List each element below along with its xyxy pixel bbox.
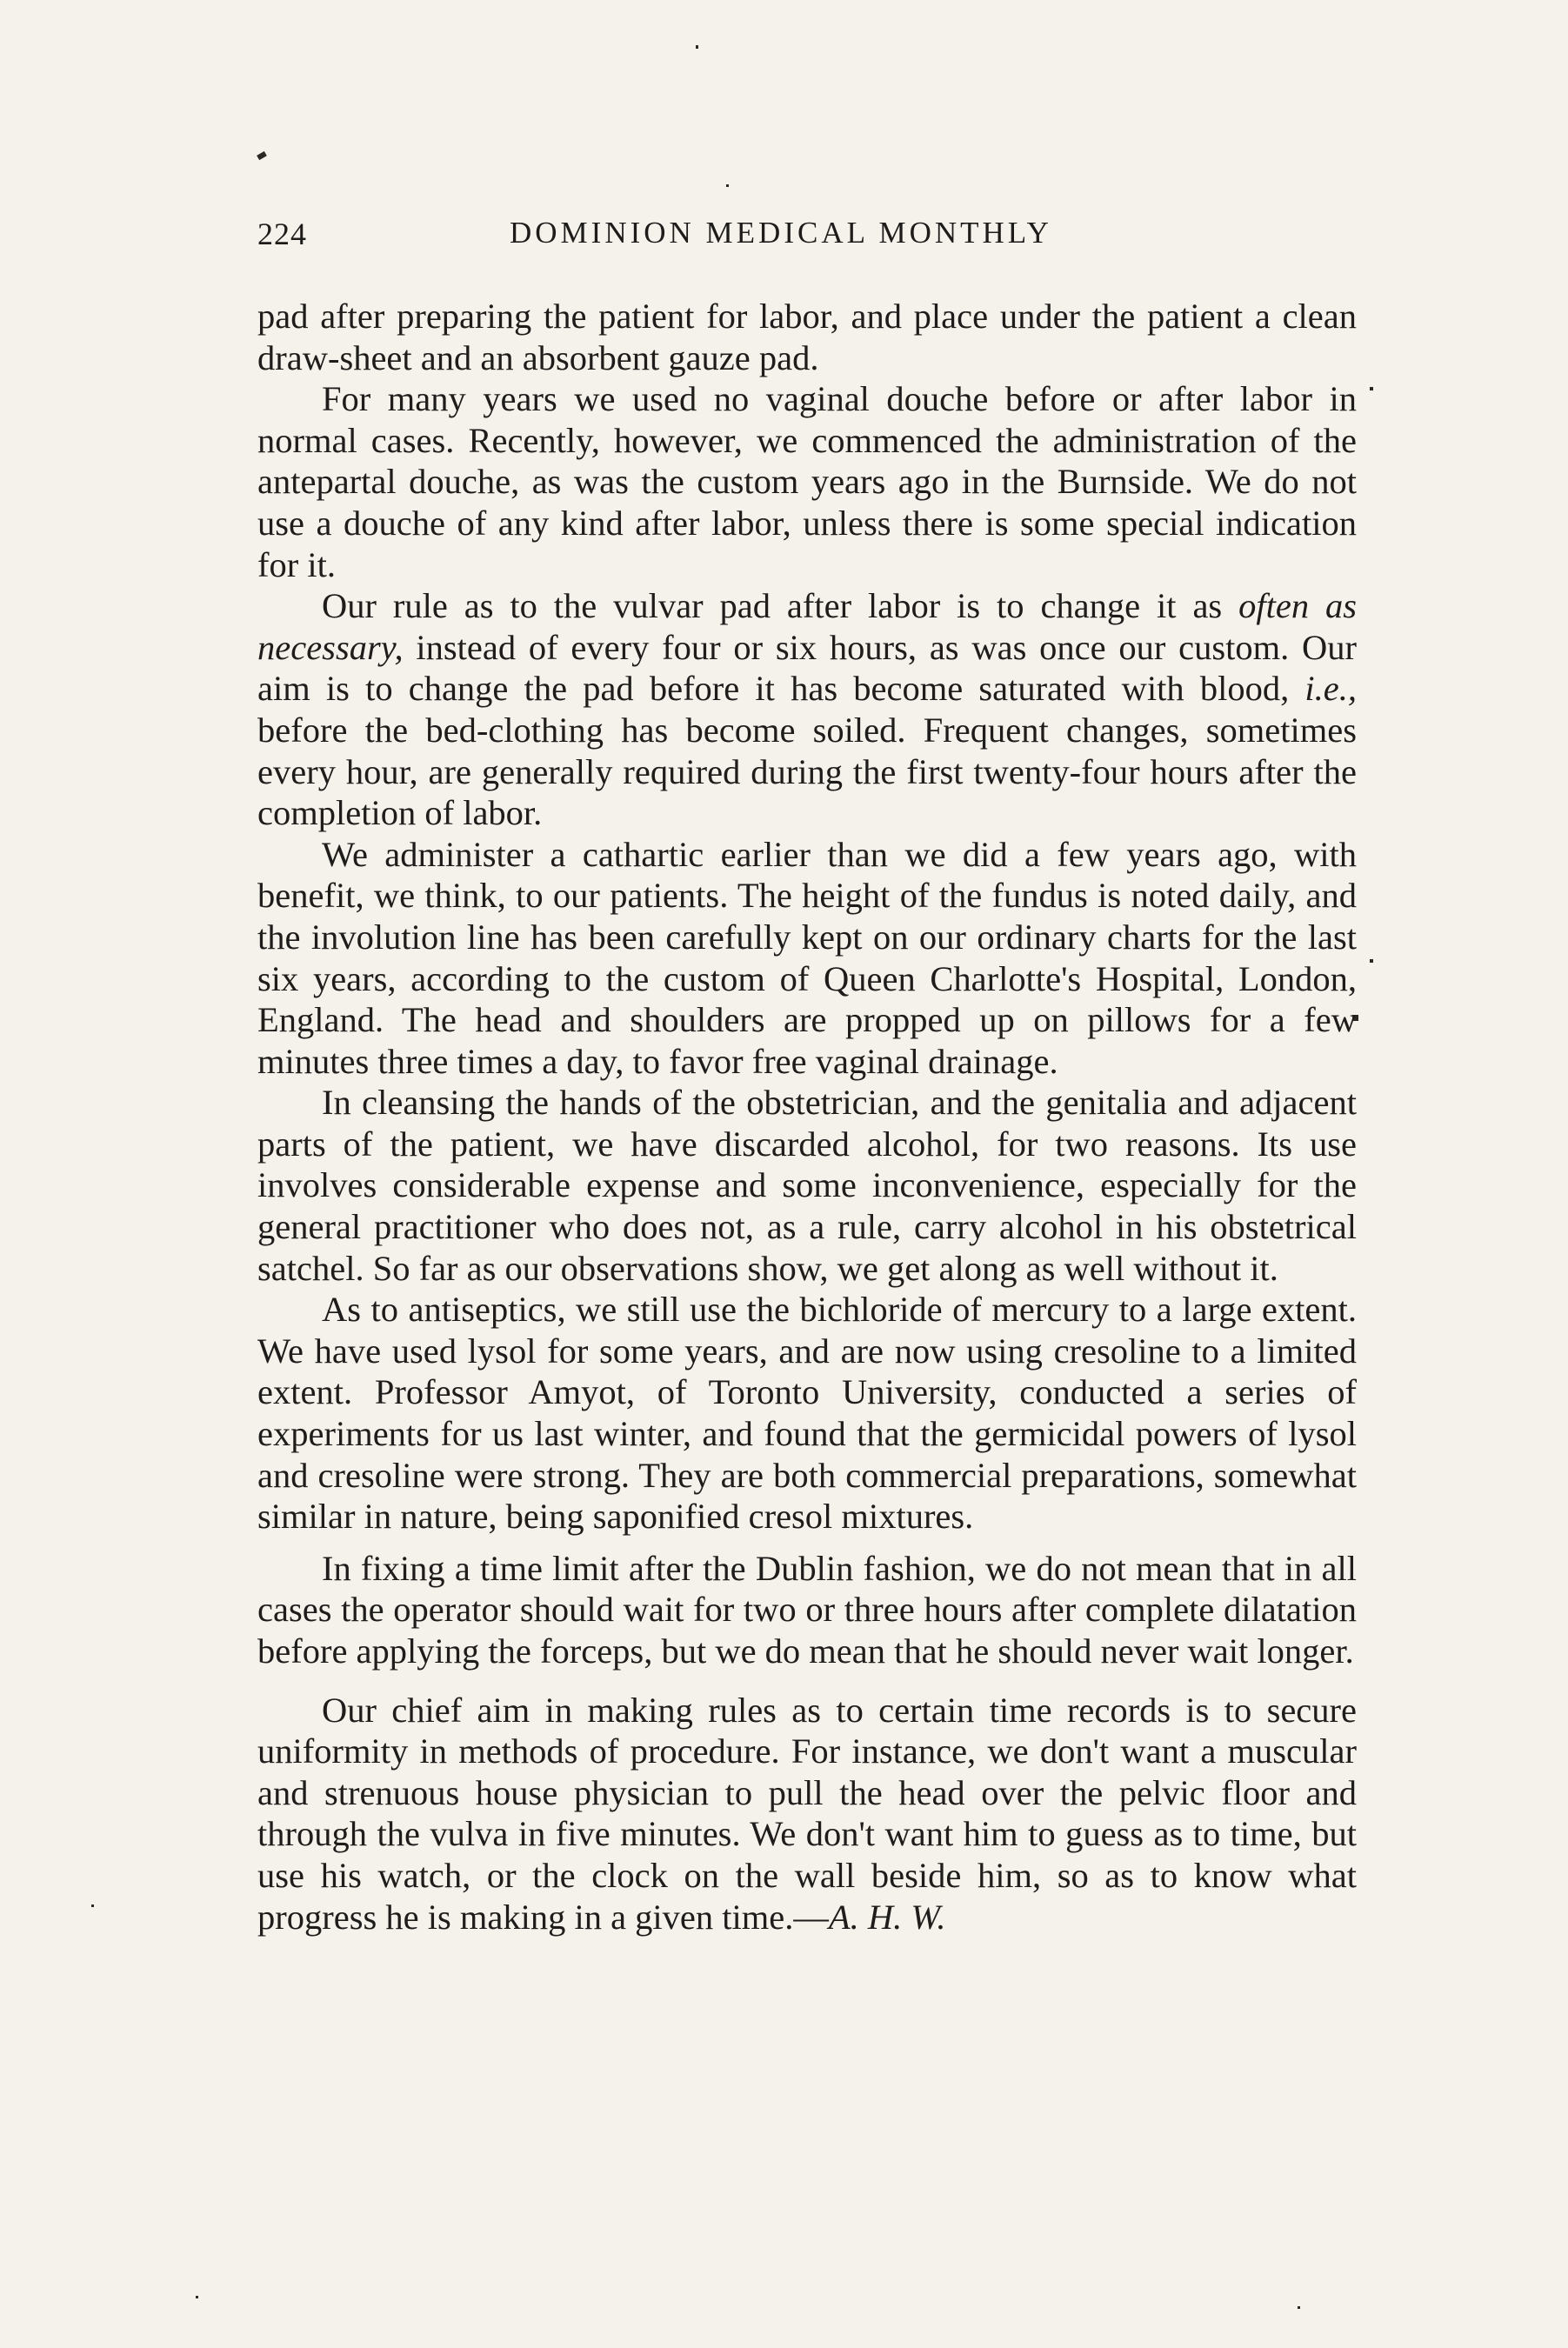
paragraph: In fixing a time limit after the Dublin fashion, we do not mean that in all cases the operator should wait for two or three hours after complete dilatation before applying the forceps, but we do mean that he should never wait longer. xyxy=(257,1548,1357,1671)
ink-speck xyxy=(196,2296,198,2298)
page-header xyxy=(257,216,1357,268)
ink-speck xyxy=(257,151,267,160)
ink-speck xyxy=(1370,387,1373,390)
ink-speck xyxy=(91,1904,94,1907)
paragraph: pad after preparing the patient for labor, and place under the patient a clean draw-sheet and an absorbent gauze pad. xyxy=(257,297,1357,377)
emphasis-text: often as necessary, xyxy=(257,586,1357,667)
ink-speck xyxy=(1298,2306,1300,2309)
paragraph: We administer a cathartic earlier than we did a few years ago, with benefit, we think, to our patients. The height of the fundus is noted daily, and the involution line has been carefully kept on our ordinary charts for the last six years, according to the custom of Queen Charlotte's Hospital, London, England. The head and shoulders are propped up on pillows for a few minutes three times a day, to favor free vaginal drainage. xyxy=(257,834,1357,1081)
paragraph-text: Our chief aim in making rules as to certain time records is to secure uniformity in methods of procedure. For instance, we don't want a muscular and strenuous house physician to pull the head over the pelvic floor and through the vulva in five minutes. We don't want him to guess as to time, but use his watch, or the clock on the wall beside him, so as to know what progress he is making in a given time.— xyxy=(257,1690,1357,1937)
paragraph xyxy=(257,585,1357,834)
ink-speck xyxy=(696,45,698,49)
author-signature: A. H. W. xyxy=(828,1897,946,1937)
paragraph xyxy=(257,1690,1357,1938)
paragraph-text: instead of every four or six hours, as was once our custom. Our aim is to change the pad before it has become saturated with blood, xyxy=(257,627,1357,709)
ink-speck xyxy=(726,184,729,187)
paragraph: For many years we used no vaginal douche before or after labor in normal cases. Recently, however, we commenced the administration of the antepartal douche, as was the custom years ago in the Burnside. We do not use a douche of any kind after labor, unless there is some special indication for it. xyxy=(257,379,1357,584)
article-body xyxy=(257,296,1357,1938)
paragraph: In cleansing the hands of the obstetrician, and the genitalia and adjacent parts of the patient, we have discarded alcohol, for two reasons. Its use involves considerable expense and some inconvenience, especially for the general practitioner who does not, as a rule, carry alcohol in his obstetrical satchel. So far as our observations show, we get along as well without it. xyxy=(257,1083,1357,1288)
paragraph-text: Our rule as to the vulvar pad after labor is to change it as xyxy=(322,586,1239,626)
paragraph: As to antiseptics, we still use the bichloride of mercury to a large extent. We have used lysol for some years, and are now using cresoline to a limited extent. Professor Amyot, of Toronto University, conducted a series of experiments for us last winter, and found that the germicidal powers of lysol and cresoline were strong. They are both commercial preparations, somewhat similar in nature, being saponified cresol mixtures. xyxy=(257,1290,1357,1537)
ink-speck xyxy=(1370,959,1373,963)
running-head: DOMINION MEDICAL MONTHLY xyxy=(510,216,1052,250)
page-number: 224 xyxy=(257,217,307,251)
emphasis-text: i.e., xyxy=(1304,669,1357,709)
paragraph-text: before the bed-clothing has become soiled. Frequent changes, sometimes every hour, are generally required during the first twenty-four hours after the completion of labor. xyxy=(257,710,1357,833)
